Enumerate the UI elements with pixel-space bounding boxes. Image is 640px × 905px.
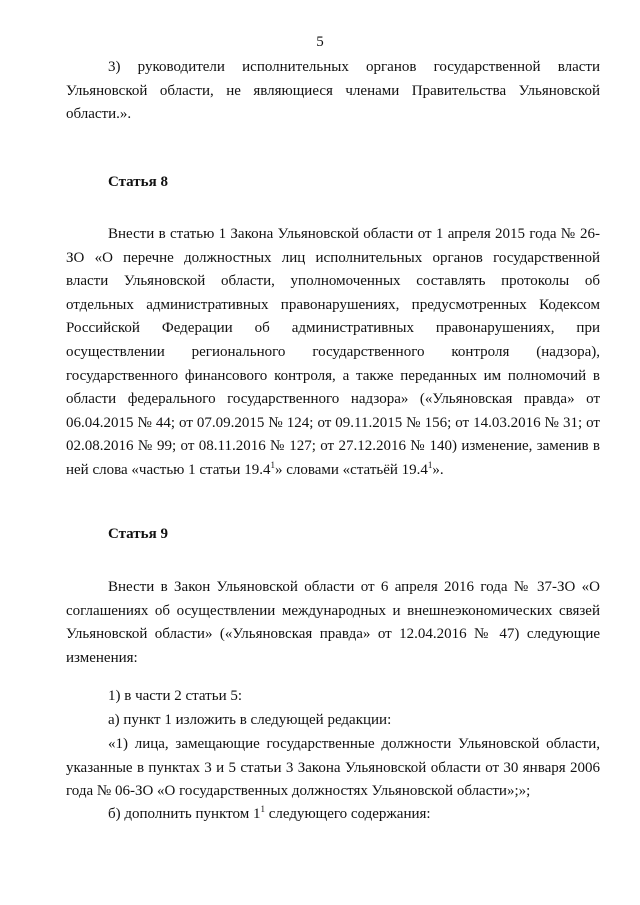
superscript: 1: [260, 804, 265, 814]
superscript: 1: [270, 459, 275, 470]
item-3-paragraph: [66, 56, 600, 127]
article-9-item-1: 1) в части 2 статьи 5:: [108, 688, 243, 704]
article-9-item-b: [108, 803, 431, 827]
article-9-item-b-text-1: б) дополнить пунктом 1: [108, 806, 261, 822]
article-8-text-2: » словами «статьёй 19.4: [274, 461, 428, 478]
article-8-heading: Статья 8: [108, 174, 168, 190]
page-number: 5: [316, 34, 324, 50]
article-9-text: Внести в Закон Ульяновской области от 6 апреля 2016 года № 37-ЗО «О соглашениях об осуществлении международных и внешнеэкономических связей Ульяновской области» («Ульяновская правда» от 12.04.2016 № 47) следующие изменения:: [66, 579, 600, 666]
article-8-text-3: ».: [432, 461, 444, 478]
article-9-quote-text: «1) лица, замещающие государственные должности Ульяновской области, указанные в пунктах 3 и 5 статьи 3 Закона Ульяновской области от 30 января 2006 года № 06-ЗО «О государственных должностях Ульяновской области»;»;: [66, 736, 600, 800]
article-9-item-b-text-2: следующего содержания:: [264, 806, 431, 822]
superscript: 1: [427, 459, 433, 470]
article-8-text-1: Внести в статью 1 Закона Ульяновской области от 1 апреля 2015 года № 26-ЗО «О перечне должностных лиц исполнительных органов государственной власти Ульяновской области, уполномоченных составлять протоколы об отдельных административных правонарушениях, предусмотренных Кодексом Российской Федерации об административных правонарушениях, при осуществлении регионального государственного контроля (надзора), государственного финансового контроля, а также переданных им полномочий в области федерального государственного надзора» («Ульяновская правда» от 06.04.2015 № 44; от 07.09.2015 № 124; от 09.11.2015 № 156; от 14.03.2016 № 31; от 02.08.2016 № 99; от 08.11.2016 № 127; от 27.12.2016 № 140) изменение, заменив в ней слова «частью 1 статьи 19.4: [66, 226, 600, 478]
article-9-quote: [66, 733, 600, 804]
article-9-body: [66, 576, 600, 670]
article-8-body: [66, 223, 600, 483]
item-3-text: 3) руководители исполнительных органов государственной власти Ульяновской области, не являющиеся членами Правительства Ульяновской области.».: [66, 59, 600, 123]
article-9-heading: Статья 9: [108, 526, 168, 542]
article-9-item-a: а) пункт 1 изложить в следующей редакции:: [108, 712, 392, 728]
